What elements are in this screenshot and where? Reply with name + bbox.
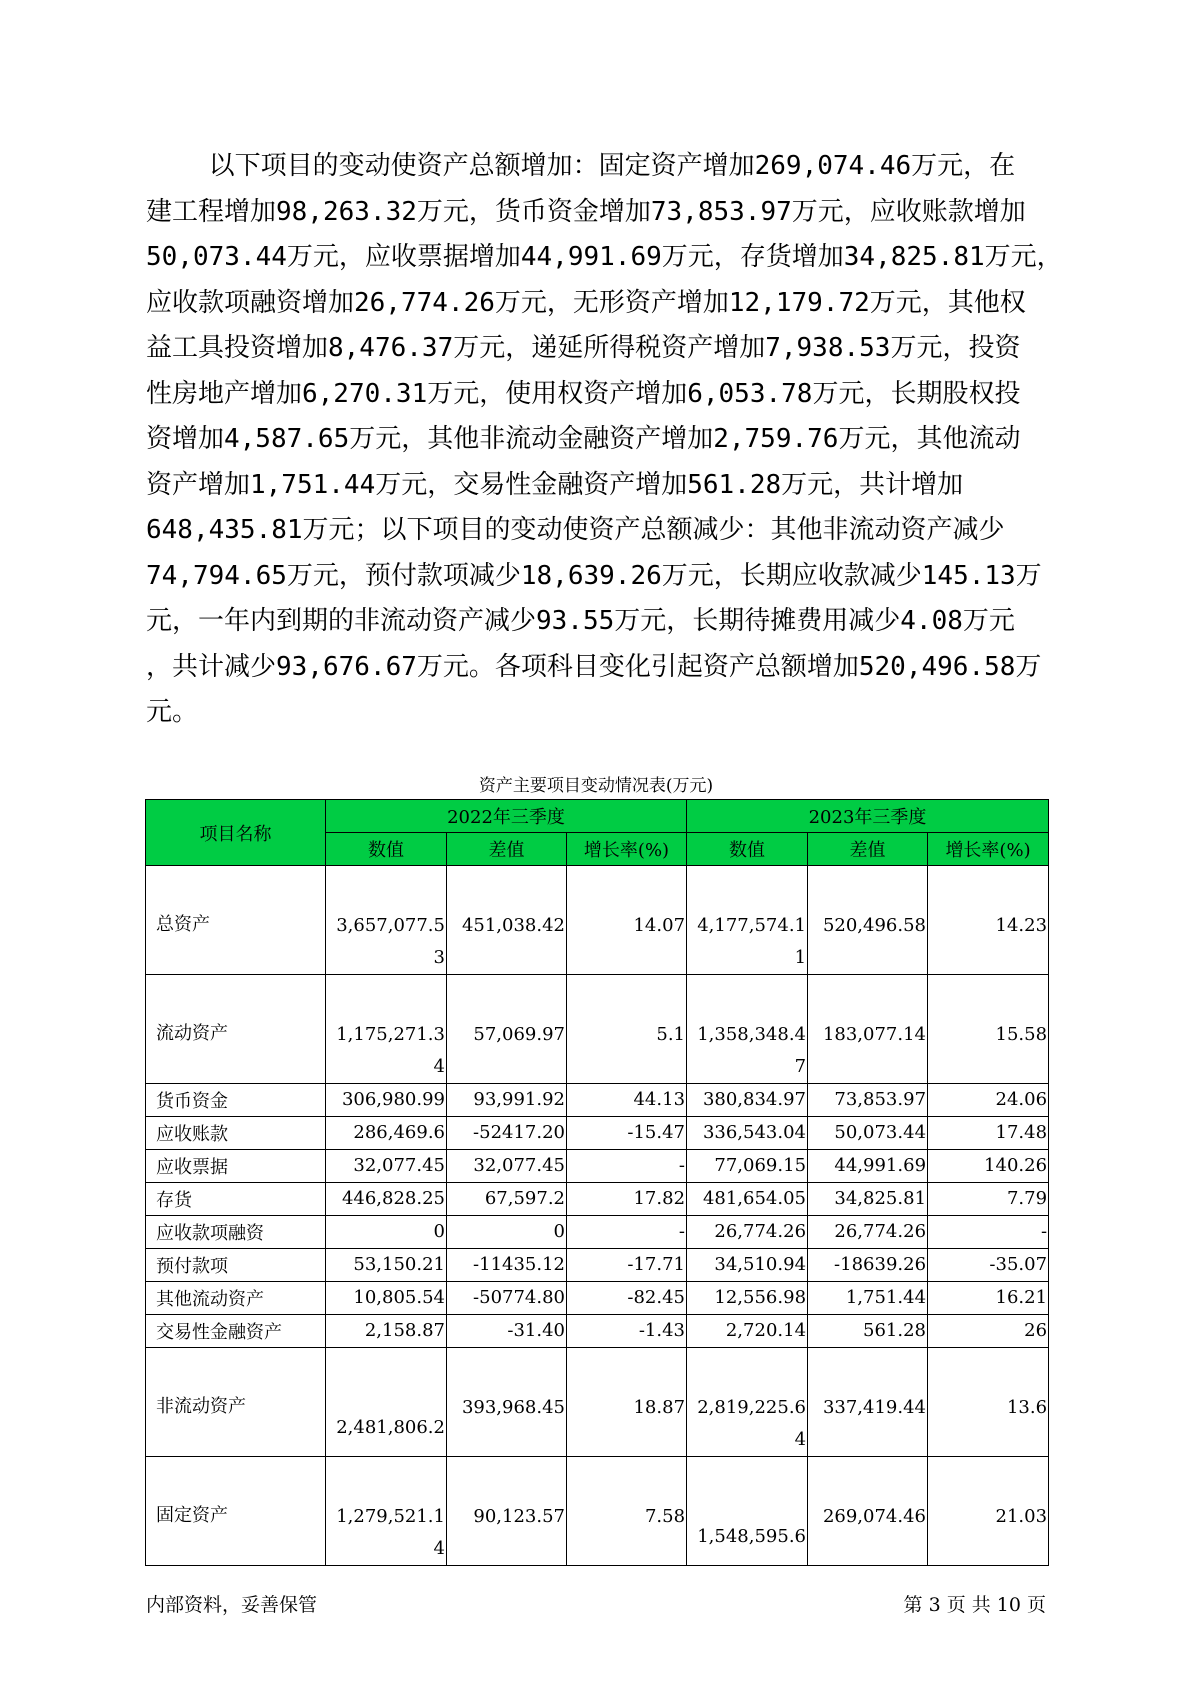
cell-rate-2023: 17.48 (928, 1117, 1049, 1150)
cell-diff-2023: 44,991.69 (808, 1150, 928, 1183)
row-name: 存货 (146, 1183, 326, 1216)
cell-rate-2022: 7.58 (567, 1457, 687, 1566)
cell-value-2023: 2,720.14 (687, 1315, 808, 1348)
cell-diff-2023: 26,774.26 (808, 1216, 928, 1249)
table-row (146, 866, 1049, 975)
cell-rate-2023: 24.06 (928, 1084, 1049, 1117)
cell-value-2023: 1,548,595.6 (687, 1457, 808, 1566)
row-name: 其他流动资产 (146, 1282, 326, 1315)
cell-diff-2023: 269,074.46 (808, 1457, 928, 1566)
cell-value-2023: 2,819,225.64 (687, 1348, 808, 1457)
row-name: 非流动资产 (146, 1348, 326, 1457)
header-rate: 增长率(%) (567, 833, 687, 866)
cell-rate-2023: 21.03 (928, 1457, 1049, 1566)
cell-diff-2022: -50774.80 (447, 1282, 567, 1315)
cell-value-2022: 3,657,077.53 (326, 866, 447, 975)
row-name: 应收账款 (146, 1117, 326, 1150)
cell-value-2022: 446,828.25 (326, 1183, 447, 1216)
cell-rate-2022: -17.71 (567, 1249, 687, 1282)
table-row (146, 975, 1049, 1084)
cell-value-2022: 1,279,521.14 (326, 1457, 447, 1566)
cell-value-2022: 2,158.87 (326, 1315, 447, 1348)
cell-diff-2022: 90,123.57 (447, 1457, 567, 1566)
header-value: 数值 (687, 833, 808, 866)
cell-value-2022: 2,481,806.2 (326, 1348, 447, 1457)
table-row (146, 1150, 1049, 1183)
cell-diff-2022: 67,597.2 (447, 1183, 567, 1216)
paragraph-line: 以下项目的变动使资产总额增加：固定资产增加269,074.46万元，在 (146, 151, 1016, 181)
cell-diff-2022: 57,069.97 (447, 975, 567, 1084)
cell-rate-2022: - (567, 1216, 687, 1249)
cell-value-2023: 1,358,348.47 (687, 975, 808, 1084)
cell-rate-2023: 7.79 (928, 1183, 1049, 1216)
cell-diff-2023: 34,825.81 (808, 1183, 928, 1216)
cell-diff-2022: -52417.20 (447, 1117, 567, 1150)
cell-rate-2022: -15.47 (567, 1117, 687, 1150)
paragraph-line: 建工程增加98,263.32万元，货币资金增加73,853.97万元，应收账款增加 (146, 196, 1026, 227)
cell-value-2022: 53,150.21 (326, 1249, 447, 1282)
row-name: 应收票据 (146, 1150, 326, 1183)
row-name: 交易性金融资产 (146, 1315, 326, 1348)
cell-rate-2023: 140.26 (928, 1150, 1049, 1183)
cell-rate-2023: 16.21 (928, 1282, 1049, 1315)
paragraph-line: 性房地产增加6,270.31万元，使用权资产增加6,053.78万元，长期股权投 (146, 378, 1021, 409)
cell-rate-2022: 14.07 (567, 866, 687, 975)
table-row (146, 1084, 1049, 1117)
header-period-2023: 2023年三季度 (687, 800, 1049, 833)
cell-diff-2023: 561.28 (808, 1315, 928, 1348)
cell-value-2023: 4,177,574.11 (687, 866, 808, 975)
cell-value-2022: 286,469.6 (326, 1117, 447, 1150)
cell-value-2023: 12,556.98 (687, 1282, 808, 1315)
paragraph-line: 74,794.65万元，预付款项减少18,639.26万元，长期应收款减少145.13万 (146, 560, 1042, 591)
cell-rate-2023: 15.58 (928, 975, 1049, 1084)
cell-diff-2022: 93,991.92 (447, 1084, 567, 1117)
cell-diff-2022: 451,038.42 (447, 866, 567, 975)
cell-value-2023: 380,834.97 (687, 1084, 808, 1117)
cell-diff-2023: 520,496.58 (808, 866, 928, 975)
table-row (146, 1183, 1049, 1216)
cell-diff-2023: 1,751.44 (808, 1282, 928, 1315)
paragraph-line: 益工具投资增加8,476.37万元，递延所得税资产增加7,938.53万元，投资 (146, 333, 1021, 363)
paragraph-line: 应收款项融资增加26,774.26万元，无形资产增加12,179.72万元，其他权 (146, 287, 1026, 318)
table-row (146, 1282, 1049, 1315)
cell-rate-2023: 26 (928, 1315, 1049, 1348)
cell-diff-2022: -11435.12 (447, 1249, 567, 1282)
cell-value-2022: 32,077.45 (326, 1150, 447, 1183)
cell-rate-2022: -82.45 (567, 1282, 687, 1315)
table-row (146, 1216, 1049, 1249)
paragraph-line: 资产增加1,751.44万元，交易性金融资产增加561.28万元，共计增加 (146, 469, 964, 500)
paragraph-line: ，共计减少93,676.67万元。各项科目变化引起资产总额增加520,496.58万 (146, 651, 1042, 682)
cell-value-2022: 10,805.54 (326, 1282, 447, 1315)
cell-rate-2022: 17.82 (567, 1183, 687, 1216)
cell-value-2022: 306,980.99 (326, 1084, 447, 1117)
paragraph-line: 元。 (146, 697, 199, 727)
cell-diff-2023: -18639.26 (808, 1249, 928, 1282)
header-value: 数值 (326, 833, 447, 866)
table-row (146, 1315, 1049, 1348)
row-name: 固定资产 (146, 1457, 326, 1566)
row-name: 流动资产 (146, 975, 326, 1084)
footer-confidential-note: 内部资料，妥善保管 (146, 1594, 318, 1616)
cell-value-2023: 336,543.04 (687, 1117, 808, 1150)
cell-rate-2023: 14.23 (928, 866, 1049, 975)
table-row (146, 1348, 1049, 1457)
cell-rate-2022: -1.43 (567, 1315, 687, 1348)
cell-rate-2023: -35.07 (928, 1249, 1049, 1282)
table-row (146, 1457, 1049, 1566)
cell-value-2023: 26,774.26 (687, 1216, 808, 1249)
cell-rate-2022: 5.1 (567, 975, 687, 1084)
table-caption: 资产主要项目变动情况表(万元) (478, 776, 714, 796)
paragraph-line: 资增加4,587.65万元，其他非流动金融资产增加2,759.76万元，其他流动 (146, 424, 1021, 454)
cell-diff-2022: 0 (447, 1216, 567, 1249)
row-name: 总资产 (146, 866, 326, 975)
cell-rate-2022: - (567, 1150, 687, 1183)
cell-diff-2023: 337,419.44 (808, 1348, 928, 1457)
header-diff: 差值 (808, 833, 928, 866)
paragraph-line: 648,435.81万元；以下项目的变动使资产总额减少：其他非流动资产减少 (146, 515, 1005, 545)
row-name: 货币资金 (146, 1084, 326, 1117)
cell-rate-2022: 18.87 (567, 1348, 687, 1457)
paragraph-line: 元，一年内到期的非流动资产减少93.55万元，长期待摊费用减少4.08万元 (146, 606, 1015, 636)
cell-value-2022: 1,175,271.34 (326, 975, 447, 1084)
cell-rate-2022: 44.13 (567, 1084, 687, 1117)
cell-value-2023: 34,510.94 (687, 1249, 808, 1282)
row-name: 预付款项 (146, 1249, 326, 1282)
header-item-name: 项目名称 (146, 800, 326, 866)
header-period-2022: 2022年三季度 (326, 800, 687, 833)
cell-diff-2022: 32,077.45 (447, 1150, 567, 1183)
table-row (146, 1117, 1049, 1150)
cell-value-2023: 77,069.15 (687, 1150, 808, 1183)
header-diff: 差值 (447, 833, 567, 866)
footer-page-number: 第 3 页 共 10 页 (903, 1594, 1046, 1616)
cell-value-2023: 481,654.05 (687, 1183, 808, 1216)
cell-diff-2023: 73,853.97 (808, 1084, 928, 1117)
cell-diff-2023: 50,073.44 (808, 1117, 928, 1150)
row-name: 应收款项融资 (146, 1216, 326, 1249)
cell-diff-2022: -31.40 (447, 1315, 567, 1348)
cell-rate-2023: - (928, 1216, 1049, 1249)
cell-rate-2023: 13.6 (928, 1348, 1049, 1457)
body-paragraph (146, 144, 1063, 736)
header-rate: 增长率(%) (928, 833, 1049, 866)
cell-diff-2023: 183,077.14 (808, 975, 928, 1084)
paragraph-line: 50,073.44万元，应收票据增加44,991.69万元，存货增加34,825.81万元， (146, 242, 1063, 272)
cell-value-2022: 0 (326, 1216, 447, 1249)
cell-diff-2022: 393,968.45 (447, 1348, 567, 1457)
table-row (146, 1249, 1049, 1282)
asset-change-table (145, 799, 1049, 1566)
